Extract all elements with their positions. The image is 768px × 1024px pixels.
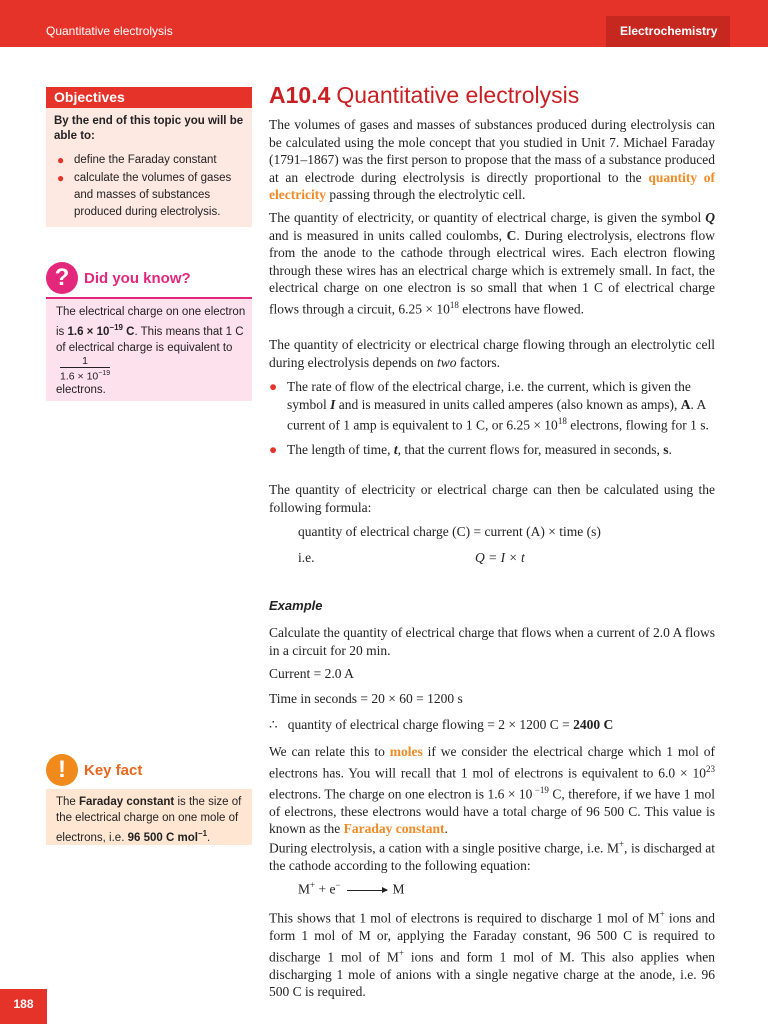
bullet-icon: ● bbox=[269, 442, 278, 457]
example-heading: Example bbox=[269, 598, 323, 613]
example-result: ∴ quantity of electrical charge flowing = 2 × 1200 C = 2400 C bbox=[269, 717, 614, 732]
key-fact-heading: Key fact bbox=[84, 762, 143, 779]
header-section: Electrochemistry bbox=[620, 24, 718, 38]
list-item: ● The length of time, t, that the current flows for, measured in seconds, s. bbox=[269, 442, 672, 457]
key-term: Faraday constant bbox=[343, 821, 445, 836]
section-title: Quantitative electrolysis bbox=[336, 82, 580, 108]
objective-item: ● calculate the volumes of gases and masses of substances produced during electrolysis. bbox=[57, 171, 232, 218]
list-item: ● The rate of flow of the electrical charge, i.e. the current, which is given the symbol I and is measured in units called amperes (also known as amps), A. A current of 1 amp is equivalent to 1 C, or $6.25 \times 10^{18}$ electrons, flowing for 1 s. bbox=[269, 379, 709, 433]
key-fact-text: The Faraday constant is the size of the electrical charge on one mole of electrons, i.e. 96 500 C mol$^{-1}$. bbox=[56, 796, 242, 844]
bullet-icon: ● bbox=[57, 153, 65, 167]
therefore-symbol: ∴ bbox=[269, 717, 278, 732]
exclamation-icon: ! bbox=[46, 754, 78, 786]
example-question: Calculate the quantity of electrical charge that flows when a current of 2.0 A flows in a circuit for 20 min. bbox=[269, 625, 715, 658]
bullet-icon: ● bbox=[269, 379, 278, 394]
key-fact-header bbox=[46, 754, 252, 789]
arrow-right-icon bbox=[347, 890, 387, 891]
paragraph: This shows that 1 mol of electrons is required to discharge 1 mol of M+ ions and form 1 mol of M or, applying the Faraday constant, 96 500 C is required to discharge 1 mol of M+ ions and form 1 mol of M. This also applies when discharging 1 mole of anions with a single negative charge at the anode, i.e. 96 500 C is required. bbox=[269, 909, 715, 999]
objectives-list bbox=[54, 152, 250, 222]
formula-words: quantity of electrical charge (C) = current (A) × time (s) bbox=[298, 524, 601, 539]
objectives-box bbox=[46, 87, 252, 227]
page-number: 188 bbox=[0, 989, 47, 1024]
key-term: quantity of electricity bbox=[269, 169, 715, 202]
factor-list bbox=[269, 378, 715, 459]
formula-ie: i.e. bbox=[298, 550, 315, 565]
paragraph: The quantity of electricity, or quantity of electrical charge, is given the symbol Q and is measured in units called coulombs, C. During electrolysis, electrons flow from the anode to the cathode through electrical wires. Each electron flowing through these wires has an electrical charge which is extremely small. In fact, the electrical charge on one electron is so small that when 1 C of electrical charge flows through a circuit, $6.25 \times 10^{18}$ electrons have flowed. bbox=[269, 210, 715, 316]
paragraph: During electrolysis, a cation with a single positive charge, i.e. M+, is discharged at the cathode according to the following equation: bbox=[269, 839, 715, 873]
did-you-know-heading: Did you know? bbox=[84, 270, 191, 287]
did-you-know-box bbox=[46, 299, 252, 401]
did-you-know-text: The electrical charge on one electron is $1.6 \times 10^{-19}$ C. This means that 1 C of electrical charge is equivalent to $\frac{1}{1.6 \times 10^{-19}}$ electrons. bbox=[56, 306, 246, 397]
key-fact-box bbox=[46, 789, 252, 845]
formula-symbols: Q = I × t bbox=[475, 550, 525, 565]
reaction-equation: M+ + e− M bbox=[298, 880, 405, 897]
paragraph: The quantity of electricity or electrical charge can then be calculated using the following formula: bbox=[269, 482, 715, 515]
section-number: A10.4 bbox=[269, 82, 331, 108]
header-topic: Quantitative electrolysis bbox=[46, 24, 173, 38]
key-term: moles bbox=[389, 744, 423, 759]
did-you-know-header bbox=[46, 262, 252, 297]
objectives-intro: By the end of this topic you will be able to: bbox=[54, 115, 244, 142]
objectives-heading: Objectives bbox=[46, 87, 252, 108]
question-mark-icon: ? bbox=[46, 262, 78, 294]
intro-paragraph: The volumes of gases and masses of substances produced during electrolysis can be calculated using the mole concept that you studied in Unit 7. Michael Faraday (1791–1867) was the first person to propose that the mass of a substance produced at an electrode during electrolysis is directly proportional to the quantity of electricity passing through the electrolytic cell. bbox=[269, 117, 715, 202]
objective-item: ● define the Faraday constant bbox=[57, 153, 217, 167]
header-bar bbox=[0, 0, 768, 47]
example-current: Current = 2.0 A bbox=[269, 666, 354, 681]
bullet-icon: ● bbox=[57, 171, 65, 185]
page-title bbox=[269, 82, 579, 109]
example-time: Time in seconds = 20 × 60 = 1200 s bbox=[269, 691, 463, 706]
fraction: $\frac{1}{1.6 \times 10^{-19}}$ bbox=[60, 354, 111, 383]
paragraph: The quantity of electricity or electrical charge flowing through an electrolytic cell during electrolysis depends on two factors. bbox=[269, 337, 715, 370]
paragraph: We can relate this to moles if we consider the electrical charge which 1 mol of electrons has. You will recall that 1 mol of electrons is equivalent to $6.0 \times 10^{23}$ electrons. The charge on one electron is 1.6 × 10 $^{-19}$ C, therefore, if we have 1 mol of electrons, these electrons would have a total charge of 96 500 C. This value is known as the Faraday constant. bbox=[269, 744, 716, 836]
